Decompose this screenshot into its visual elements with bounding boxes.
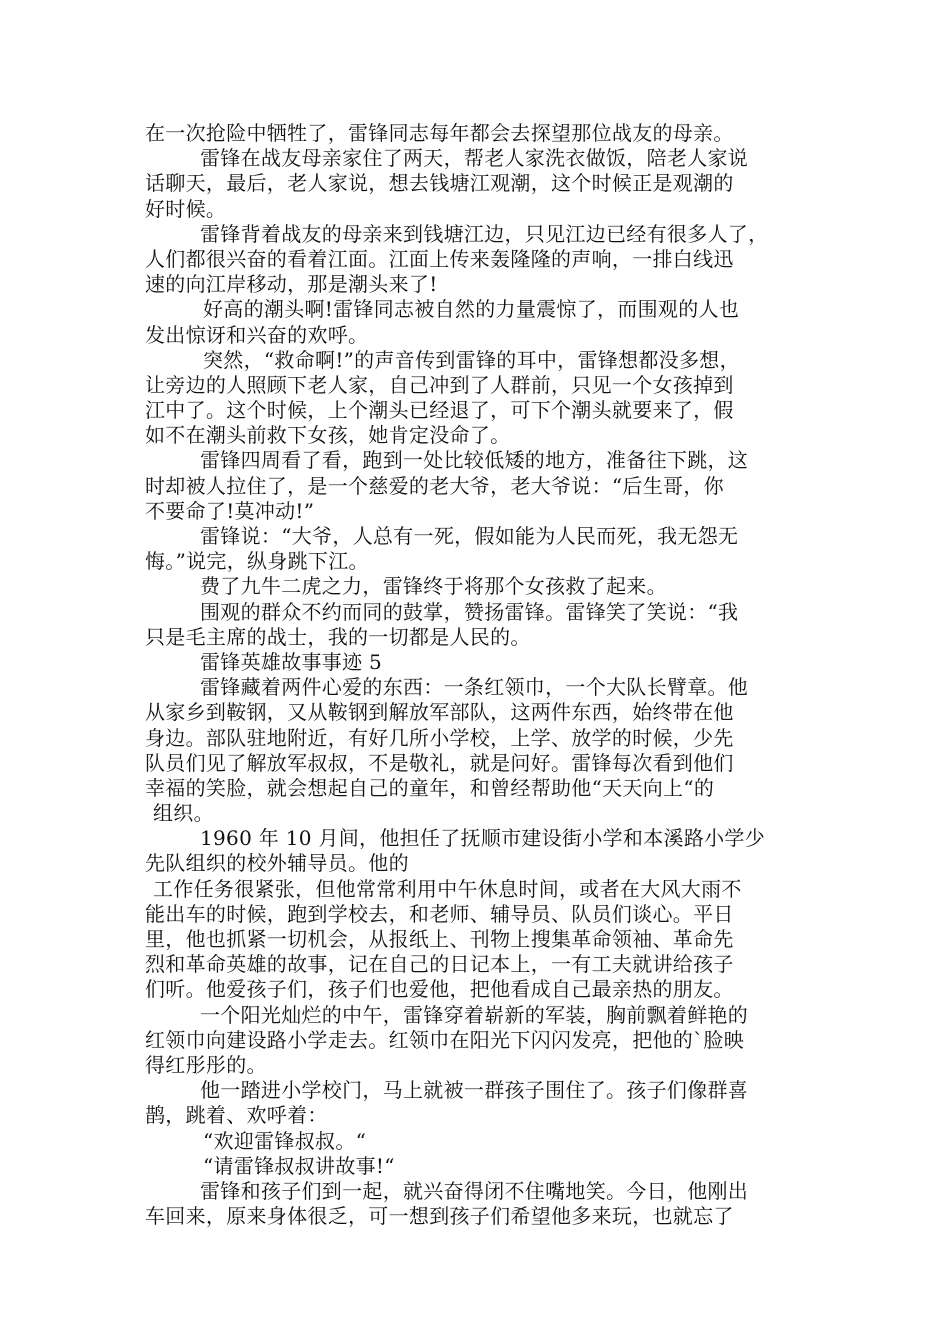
text-line: 围观的群众不约而同的鼓掌，赞扬雷锋。雷锋笑了笑说：“我	[200, 599, 739, 624]
text-line: 里，他也抓紧一切机会，从报纸上、刊物上搜集革命领袖、革命先	[145, 927, 734, 951]
text-line: 话聊天，最后，老人家说，想去钱塘江观潮，这个时候正是观潮的	[145, 171, 734, 196]
text-line: 车回来，原来身体很乏，可一想到孩子们希望他多来玩，也就忘了	[145, 1204, 734, 1229]
text-line: “请雷锋叔叔讲故事!“	[203, 1153, 395, 1178]
text-line: 雷锋和孩子们到一起，就兴奋得闭不住嘴地笑。今日，他刚出	[200, 1178, 749, 1203]
text-line: 雷锋藏着两件心爱的东西：一条红领巾，一个大队长臂章。他	[200, 675, 749, 700]
text-line: 让旁边的人照顾下老人家，自己冲到了人群前，只见一个女孩掉到	[145, 372, 734, 397]
text-line: 能出车的时候，跑到学校去，和老师、辅导员、队员们谈心。平日	[145, 901, 734, 926]
text-line: “欢迎雷锋叔叔。“	[203, 1128, 367, 1153]
text-line: 雷锋背着战友的母亲来到钱塘江边，只见江边已经有很多人了，	[200, 221, 769, 246]
text-line: 人们都很兴奋的看着江面。江面上传来轰隆隆的声响，一排白线迅	[145, 246, 734, 271]
text-line: 好时候。	[145, 196, 227, 221]
text-line: 悔。”说完，纵身跳下江。	[145, 549, 369, 574]
text-line: 先队组织的校外辅导员。他的	[145, 851, 409, 876]
text-line: 不要命了!莫冲动!”	[145, 498, 315, 523]
text-line: 时却被人拉住了，是一个慈爱的老大爷，老大爷说：“后生哥，你	[145, 473, 724, 498]
text-line: 速的向江岸移动，那是潮头来了!	[145, 272, 438, 297]
text-line: 们听。他爱孩子们，孩子们也爱他，把他看成自己最亲热的朋友。	[145, 977, 734, 1002]
text-line: 队员们见了解放军叔叔，不是敬礼，就是问好。雷锋每次看到他们	[145, 750, 734, 775]
text-line: 雷锋在战友母亲家住了两天，帮老人家洗衣做饭，陪老人家说	[200, 146, 749, 171]
text-line: 雷锋四周看了看，跑到一处比较低矮的地方，准备往下跳，这	[200, 448, 749, 473]
text-line: 烈和革命英雄的故事，记在自己的日记本上，一有工夫就讲给孩子	[145, 952, 734, 977]
section-heading: 雷锋英雄故事事迹 5	[200, 649, 383, 674]
text-line: 江中了。这个时候，上个潮头已经退了，可下个潮头就要来了，假	[145, 398, 734, 423]
text-line: 只是毛主席的战士，我的一切都是人民的。	[145, 624, 531, 649]
text-line: 发出惊讶和兴奋的欢呼。	[145, 322, 369, 347]
text-line: 突然，“救命啊!”的声音传到雷锋的耳中，雷锋想都没多想，	[203, 347, 740, 372]
text-line: 一个阳光灿烂的中午，雷锋穿着崭新的军装，胸前飘着鲜艳的	[200, 1002, 749, 1027]
text-line: 费了九牛二虎之力，雷锋终于将那个女孩救了起来。	[200, 574, 667, 599]
text-line: 在一次抢险中牺牲了，雷锋同志每年都会去探望那位战友的母亲。	[145, 121, 734, 145]
text-line: 红领巾向建设路小学走去。红领巾在阳光下闪闪发亮，把他的`脸映	[145, 1027, 744, 1052]
text-line: 得红彤彤的。	[145, 1052, 267, 1077]
text-line: 1960 年 10 月间，他担任了抚顺市建设街小学和本溪路小学少	[200, 826, 766, 851]
document-body	[145, 121, 815, 1229]
text-line: 工作任务很紧张，但他常常利用中午休息时间，或者在大风大雨不	[153, 876, 742, 901]
text-line: 身边。部队驻地附近，有好几所小学校，上学、放学的时候，少先	[145, 725, 734, 750]
text-line: 雷锋说：“大爷，人总有一死，假如能为人民而死，我无怨无	[200, 524, 739, 548]
text-line: 他一踏进小学校门，马上就被一群孩子围住了。孩子们像群喜	[200, 1078, 749, 1103]
text-line: 鹊，跳着、欢呼着：	[145, 1103, 328, 1128]
text-line: 如不在潮头前救下女孩，她肯定没命了。	[145, 423, 511, 448]
text-line: 幸福的笑脸，就会想起自己的童年，和曾经帮助他“天天向上“的	[145, 775, 715, 800]
text-line: 好高的潮头啊!雷锋同志被自然的力量震惊了，而围观的人也	[203, 297, 740, 322]
text-line: 从家乡到鞍钢，又从鞍钢到解放军部队，这两件东西，始终带在他	[145, 700, 734, 725]
text-line: 组织。	[153, 801, 214, 826]
